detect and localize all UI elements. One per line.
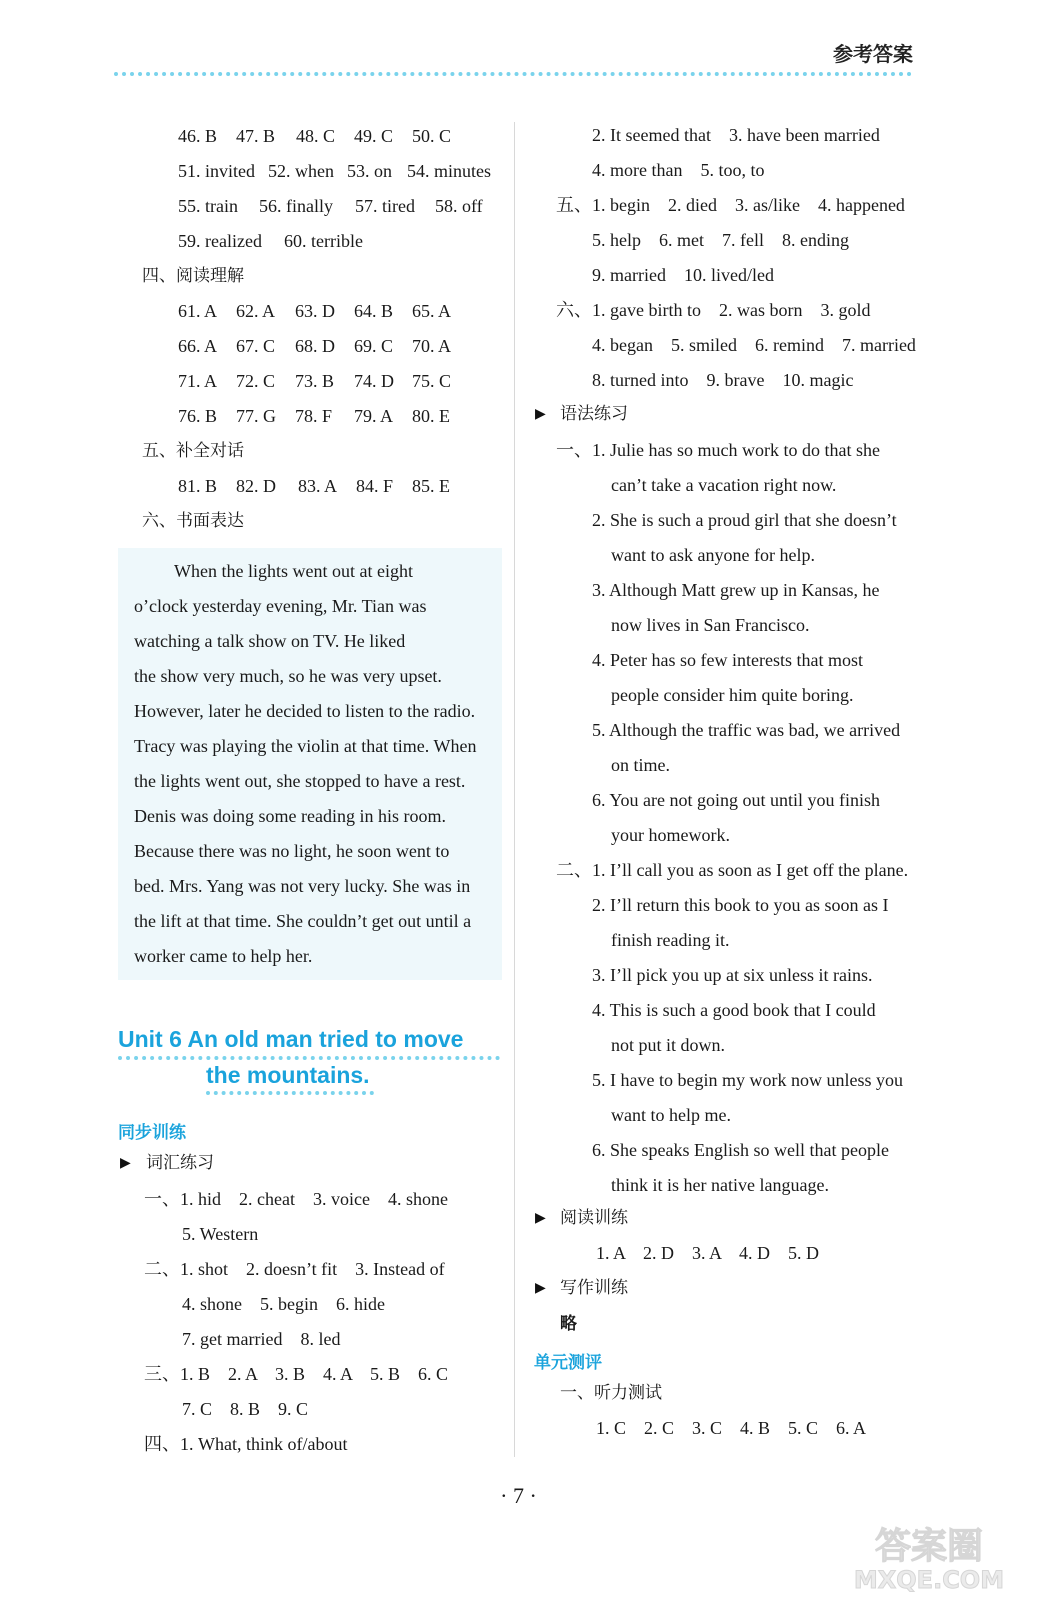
triangle-bullet-icon: ▶ — [120, 1156, 131, 1171]
grammar-answer-line: want to ask anyone for help. — [611, 545, 815, 565]
section-heading: 六、书面表达 — [142, 511, 244, 531]
essay-line: the lift at that time. She couldn’t get out until a — [134, 911, 472, 931]
answer-item: 58. off — [435, 196, 483, 216]
right-answer-line: 4. began 5. smiled 6. remind 7. married — [592, 335, 916, 355]
vocab-answer-line: 二、1. shot 2. doesn’t fit 3. Instead of — [144, 1259, 445, 1279]
answer-item: 62. A — [236, 301, 276, 321]
grammar-answer-line: not put it down. — [611, 1035, 726, 1055]
page-number: · 7 · — [500, 1483, 537, 1508]
answer-item: 60. terrible — [284, 231, 363, 251]
grammar-answer-line: people consider him quite boring. — [611, 685, 854, 705]
answer-item: 78. F — [295, 406, 333, 426]
grammar-answer-line: want to help me. — [611, 1105, 731, 1125]
answer-item: 81. B — [178, 476, 218, 496]
grammar-answer-line: 3. I’ll pick you up at six unless it rains. — [592, 965, 873, 985]
answer-item: 83. A — [298, 476, 338, 496]
grammar-heading: 语法练习 — [560, 404, 628, 424]
grammar-answer-line: 6. You are not going out until you finish — [592, 790, 881, 810]
writing-answer: 略 — [560, 1314, 577, 1334]
answer-item: 54. minutes — [407, 161, 491, 181]
page-header-title: 参考答案 — [833, 42, 913, 66]
answer-item: 47. B — [236, 126, 276, 146]
right-answer-line: 六、1. gave birth to 2. was born 3. gold — [556, 300, 871, 320]
triangle-bullet-icon: ▶ — [535, 407, 546, 422]
listening-answers: 1. C 2. C 3. C 4. B 5. C 6. A — [596, 1418, 867, 1438]
watermark-line-1: 答案圈 — [874, 1526, 984, 1567]
watermark-logo — [839, 1516, 1019, 1594]
section-heading: 四、阅读理解 — [142, 266, 244, 286]
answer-item: 55. train — [178, 196, 238, 216]
answer-item: 77. G — [236, 406, 276, 426]
vocab-answer-line: 4. shone 5. begin 6. hide — [182, 1294, 385, 1314]
answer-item: 51. invited — [178, 161, 255, 181]
right-answer-line: 五、1. begin 2. died 3. as/like 4. happened — [556, 195, 905, 215]
grammar-answer-line: 6. She speaks English so well that people — [592, 1140, 889, 1160]
right-answer-line: 2. It seemed that 3. have been married — [592, 125, 880, 145]
grammar-answer-line: 2. I’ll return this book to you as soon as I — [592, 895, 889, 915]
answer-item: 59. realized — [178, 231, 262, 251]
sync-training-heading: 同步训练 — [118, 1123, 186, 1143]
triangle-bullet-icon: ▶ — [535, 1211, 546, 1226]
answer-item: 68. D — [295, 336, 335, 356]
grammar-answer-line: think it is her native language. — [611, 1175, 829, 1195]
unit-title-line-1: Unit 6 An old man tried to move — [118, 1026, 464, 1052]
right-answer-line: 8. turned into 9. brave 10. magic — [592, 370, 854, 390]
grammar-answer-line: your homework. — [611, 825, 730, 845]
answer-item: 66. A — [178, 336, 218, 356]
right-answer-line: 5. help 6. met 7. fell 8. ending — [592, 230, 849, 250]
unit-title-dots-2 — [206, 1091, 374, 1095]
grammar-answer-line: 二、1. I’ll call you as soon as I get off the plane. — [556, 860, 909, 880]
grammar-answer-line: 一、1. Julie has so much work to do that she — [556, 440, 880, 460]
answer-item: 57. tired — [355, 196, 415, 216]
answer-item: 72. C — [236, 371, 276, 391]
answer-item: 79. A — [354, 406, 394, 426]
essay-line: the show very much, so he was very upset. — [134, 666, 442, 686]
answer-item: 73. B — [295, 371, 335, 391]
essay-line: worker came to help her. — [134, 946, 313, 966]
answer-item: 70. A — [412, 336, 452, 356]
grammar-answer-line: can’t take a vacation right now. — [611, 475, 837, 495]
essay-line: the lights went out, she stopped to have a rest. — [134, 771, 466, 791]
grammar-answer-line: 2. She is such a proud girl that she doesn’t — [592, 510, 897, 530]
unit-test-heading: 单元测评 — [534, 1353, 602, 1373]
grammar-answer-line: finish reading it. — [611, 930, 730, 950]
answer-item: 80. E — [412, 406, 450, 426]
grammar-answer-line: now lives in San Francisco. — [611, 615, 810, 635]
right-answer-line: 9. married 10. lived/led — [592, 265, 774, 285]
answer-item: 82. D — [236, 476, 276, 496]
reading-heading: 阅读训练 — [560, 1208, 628, 1228]
vocab-answer-line: 7. get married 8. led — [182, 1329, 341, 1349]
triangle-bullet-icon: ▶ — [535, 1281, 546, 1296]
answer-item: 74. D — [354, 371, 394, 391]
unit-title-line-2: the mountains. — [206, 1062, 370, 1088]
unit-title-dots-1 — [118, 1056, 500, 1060]
vocab-heading: 词汇练习 — [146, 1153, 214, 1173]
essay-line: Tracy was playing the violin at that time. When — [134, 736, 477, 756]
answer-item: 63. D — [295, 301, 335, 321]
section-heading: 五、补全对话 — [142, 441, 244, 461]
essay-line: Because there was no light, he soon went to — [134, 841, 450, 861]
answer-item: 46. B — [178, 126, 218, 146]
essay-line: When the lights went out at eight — [174, 561, 413, 581]
answer-item: 69. C — [354, 336, 394, 356]
reading-answers: 1. A 2. D 3. A 4. D 5. D — [596, 1243, 820, 1263]
vocab-answer-line: 三、1. B 2. A 3. B 4. A 5. B 6. C — [144, 1364, 449, 1384]
answer-item: 49. C — [354, 126, 394, 146]
grammar-answer-line: on time. — [611, 755, 670, 775]
essay-line: watching a talk show on TV. He liked — [134, 631, 406, 651]
answer-item: 85. E — [412, 476, 450, 496]
essay-line: Denis was doing some reading in his room. — [134, 806, 446, 826]
answer-item: 75. C — [412, 371, 452, 391]
essay-line: However, later he decided to listen to the radio. — [134, 701, 476, 721]
answer-item: 65. A — [412, 301, 452, 321]
answer-item: 64. B — [354, 301, 394, 321]
vocab-answer-line: 5. Western — [182, 1224, 259, 1244]
answer-item: 61. A — [178, 301, 218, 321]
answer-item: 84. F — [356, 476, 394, 496]
answer-item: 50. C — [412, 126, 452, 146]
answer-item: 76. B — [178, 406, 218, 426]
grammar-answer-line: 5. Although the traffic was bad, we arrived — [592, 720, 901, 740]
answer-item: 53. on — [347, 161, 392, 181]
answer-item: 67. C — [236, 336, 276, 356]
answer-item: 71. A — [178, 371, 218, 391]
essay-line: o’clock yesterday evening, Mr. Tian was — [134, 596, 427, 616]
writing-heading: 写作训练 — [560, 1278, 628, 1298]
grammar-answer-line: 4. This is such a good book that I could — [592, 1000, 876, 1020]
answer-item: 52. when — [268, 161, 334, 181]
watermark-line-2: MXQE.COM — [853, 1566, 1005, 1594]
answer-item: 56. finally — [259, 196, 333, 216]
right-answer-line: 4. more than 5. too, to — [592, 160, 765, 180]
answer-item: 48. C — [296, 126, 336, 146]
column-divider — [514, 122, 515, 1457]
vocab-answer-line: 一、1. hid 2. cheat 3. voice 4. shone — [144, 1189, 448, 1209]
grammar-answer-line: 5. I have to begin my work now unless you — [592, 1070, 903, 1090]
header-dotted-rule — [114, 72, 912, 76]
grammar-answer-line: 4. Peter has so few interests that most — [592, 650, 863, 670]
vocab-answer-line: 四、1. What, think of/about — [144, 1434, 348, 1454]
vocab-answer-line: 7. C 8. B 9. C — [182, 1399, 309, 1419]
essay-line: bed. Mrs. Yang was not very lucky. She was in — [134, 876, 471, 896]
grammar-answer-line: 3. Although Matt grew up in Kansas, he — [592, 580, 880, 600]
listening-heading: 一、听力测试 — [560, 1383, 662, 1403]
